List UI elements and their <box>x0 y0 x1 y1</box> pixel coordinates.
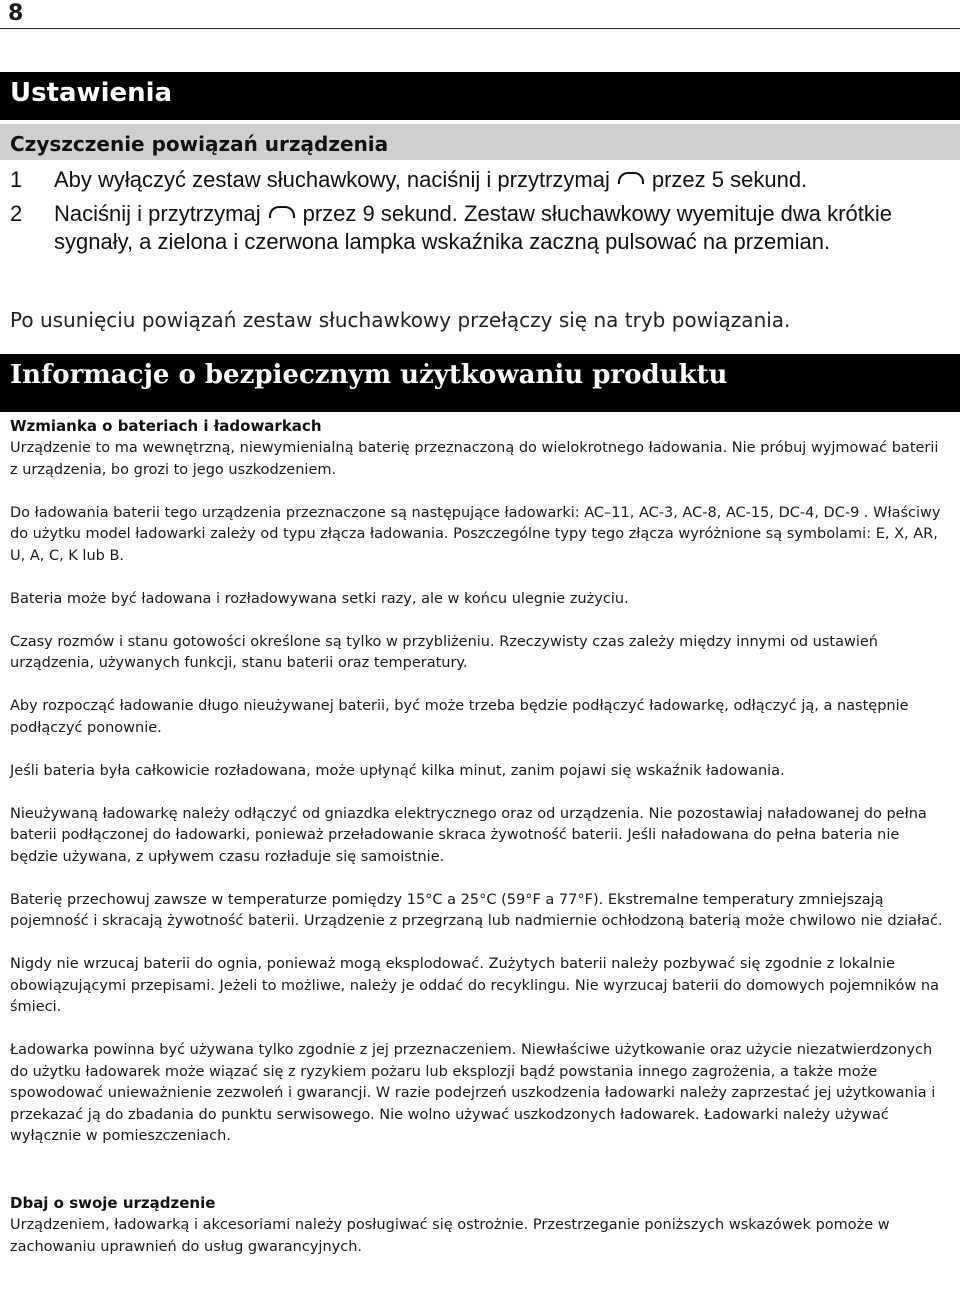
step-text <box>54 200 910 256</box>
steps-list <box>10 166 910 262</box>
spacer <box>10 1169 950 1191</box>
step-text <box>54 166 910 194</box>
step-item <box>10 166 910 194</box>
battery-heading: Wzmianka o bateriach i ładowarkach <box>10 417 322 435</box>
step-text-before: Aby wyłączyć zestaw słuchawkowy, naciśnij i przytrzymaj <box>54 167 610 192</box>
step-text-after: przez 9 sekund. Zestaw słuchawkowy wyemituje dwa krótkie sygnały, a zielona i czerwona lampka wskaźnika zaczną pulsować na przemian. <box>54 201 892 254</box>
device-care-heading: Dbaj o swoje urządzenie <box>10 1194 216 1212</box>
pairing-mode-note: Po usunięciu powiązań zestaw słuchawkowy przełączy się na tryb powiązania. <box>10 308 791 332</box>
paragraph: Jeśli bateria była całkowicie rozładowana, może upłynąć kilka minut, zanim pojawi się wskaźnik ładowania. <box>10 762 785 779</box>
paragraph: Nieużywaną ładowarkę należy odłączyć od gniazdka elektrycznego oraz od urządzenia. Nie pozostawiaj naładowanej do pełna baterii podłączonej do ładowarki, ponieważ przeładowanie skraca żywotność baterii. Jeśli naładowana do pełna bateria nie będzie używana, z upływem czasu rozładuje się samoistnie. <box>10 805 927 865</box>
step-number: 1 <box>10 167 23 192</box>
call-key-icon <box>618 172 644 184</box>
step-number: 2 <box>10 201 23 226</box>
call-key-icon <box>269 206 295 218</box>
paragraph: Urządzeniem, ładowarką i akcesoriami należy posługiwać się ostrożnie. Przestrzeganie poniższych wskazówek pomoże w zachowaniu uprawnień do usług gwarancyjnych. <box>10 1217 890 1255</box>
paragraph: Ładowarka powinna być używana tylko zgodnie z jej przeznaczeniem. Niewłaściwe użytkowanie oraz użycie niezatwierdzonych do użytku ładowarek może wiązać się z ryzykiem pożaru lub eksplozji bądź powstania innego zagrożenia, a także może spowodować unieważnienie zezwoleń i gwarancji. W razie podejrzeń uszkodzenia ładowarki należy zaprzestać jej użytkowania i przekazać ją do zbadania do punktu serwisowego. Nie wolno używać uszkodzonych ładowarek. Ładowarki należy używać wyłącznie w pomieszczeniach. <box>10 1042 936 1144</box>
paragraph: Baterię przechowuj zawsze w temperaturze pomiędzy 15°C a 25°C (59°F a 77°F). Ekstremalne temperatury zmniejszają pojemność i skracają żywotność baterii. Urządzenie z przegrzaną lub nadmiernie ochłodzoną baterią może chwilowo nie działać. <box>10 891 943 929</box>
step-text-after: przez 5 sekund. <box>651 167 808 192</box>
step-text-before: Naciśnij i przytrzymaj <box>54 201 261 226</box>
paragraph: Do ładowania baterii tego urządzenia przeznaczone są następujące ładowarki: AC–11, AC-3, AC-8, AC-15, DC-4, DC-9 . Właściwy do użytku model ładowarki zależy od typu złącza ładowania. Poszczególne typy tego złącza wyróżnione są symbolami: E, X, AR, U, A, C, K lub B. <box>10 504 941 564</box>
paragraph: Nigdy nie wrzucaj baterii do ognia, ponieważ mogą eksplodować. Zużytych baterii należy pozbywać się zgodnie z lokalnie obowiązującymi przepisami. Jeżeli to możliwe, należy je oddać do recyklingu. Nie wyrzucaj baterii do domowych pojemników na śmieci. <box>10 956 939 1015</box>
paragraph: Urządzenie to ma wewnętrzną, niewymienialną baterię przeznaczoną do wielokrotnego ładowania. Nie próbuj wyjmować baterii z urządzenia, bo grozi to jego uszkodzeniem. <box>10 440 939 478</box>
paragraph: Czasy rozmów i stanu gotowości określone są tylko w przybliżeniu. Rzeczywisty czas zależy między innymi od ustawień urządzenia, używanych funkcji, stanu baterii oraz temperatury. <box>10 633 878 671</box>
section-title-settings: Ustawienia <box>0 72 960 120</box>
section-title-safety: Informacje o bezpiecznym użytkowaniu produktu <box>0 354 960 412</box>
paragraph: Aby rozpocząć ładowanie długo nieużywanej baterii, być może trzeba będzie podłączyć ładowarkę, odłączyć ją, a następnie podłączyć ponownie. <box>10 698 909 736</box>
header-rule <box>0 28 960 29</box>
safety-content <box>10 414 950 1280</box>
subsection-title-clear-pairings: Czyszczenie powiązań urządzenia <box>0 124 960 160</box>
page-number: 8 <box>8 1 24 26</box>
step-item <box>10 200 910 256</box>
paragraph: Bateria może być ładowana i rozładowywana setki razy, ale w końcu ulegnie zużyciu. <box>10 590 629 607</box>
